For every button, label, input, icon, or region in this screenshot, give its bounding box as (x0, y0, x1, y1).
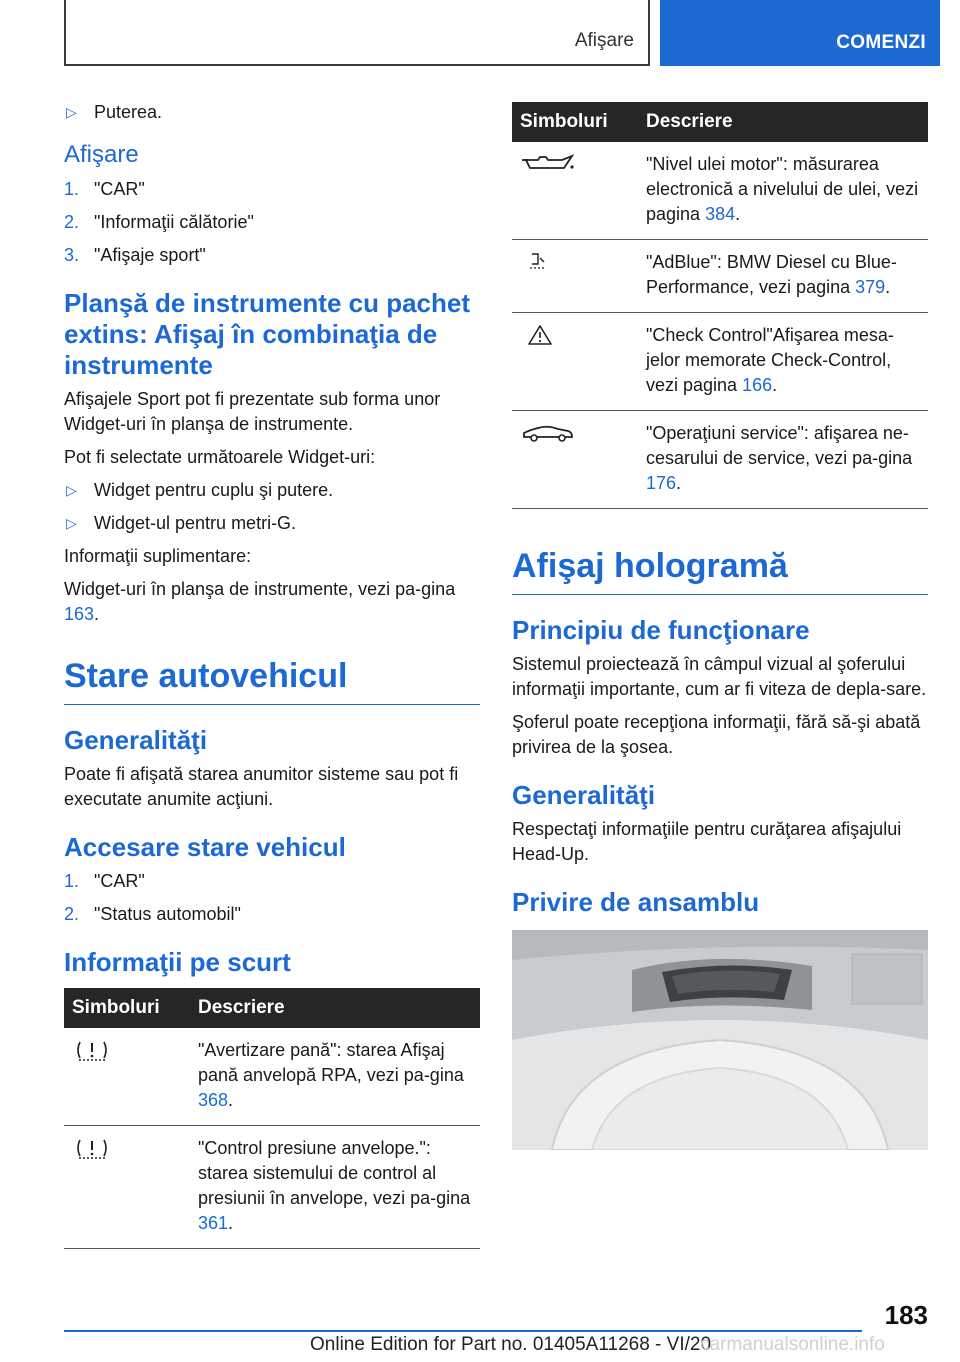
list-item: 1. "CAR" (64, 871, 145, 891)
list-item: 3. "Afişaje sport" (64, 245, 206, 265)
list-item: 2. "Informaţii călătorie" (64, 212, 254, 232)
header-section-box (64, 0, 650, 66)
heading-stare: Stare autovehicul (64, 657, 480, 705)
bullet-item: ▷ Widget pentru cuplu şi putere. (64, 478, 480, 503)
heading-holo: Afişaj hologramă (512, 547, 928, 595)
hud-photo (512, 930, 928, 1150)
page-link[interactable]: 163 (64, 604, 95, 624)
page-link[interactable]: 166 (742, 375, 773, 395)
oil-can-icon (520, 152, 576, 176)
paragraph: Widget-uri în planşa de instrumente, vezi pa-gina 163. (64, 579, 456, 624)
hud-illustration (512, 930, 928, 1150)
tire-pressure-icon (72, 1136, 112, 1160)
footer-edition: Online Edition for Part no. 01405A11268 - VI/20 (310, 1334, 712, 1355)
table-row: "Avertizare pană": starea Afişaj pană anvelopă RPA, vezi pa-gina 368. (64, 1028, 480, 1126)
heading-general: Generalităţi (512, 780, 656, 810)
right-column (512, 92, 928, 1150)
page-link[interactable]: 368 (198, 1090, 229, 1110)
table-row: "Control presiune anvelope.": starea sistemului de control al presiunii în anvelope, vezi pa-gina 361. (64, 1126, 480, 1249)
adblue-icon (520, 250, 560, 274)
table-header: Descriere (190, 988, 480, 1028)
table-row: "Nivel ulei motor": măsurarea electronică a nivelului de ulei, vezi pagina 384. (512, 142, 928, 240)
table-header: Descriere (638, 102, 928, 142)
paragraph: Poate fi afişată starea anumitor sisteme sau pot fi executate anumite acţiuni. (64, 764, 459, 809)
page-number: 183 (884, 1300, 928, 1330)
heading-privire: Privire de ansamblu (512, 887, 760, 917)
heading-general: Generalităţi (64, 725, 208, 755)
header-section-title: Afişare (574, 30, 634, 51)
table-row: "Check Control"Afişarea mesa-jelor memorate Check-Control, vezi pagina 166. (512, 313, 928, 411)
table-header: Simboluri (512, 102, 638, 142)
symbols-table-left (64, 988, 480, 1249)
table-row: "AdBlue": BMW Diesel cu Blue-Performance, vezi pagina 379. (512, 240, 928, 313)
bullet-item: ▷ Puterea. (64, 100, 480, 125)
table-row: "Operaţiuni service": afişarea ne-cesarului de service, vezi pa-gina 176. (512, 411, 928, 509)
header-tab[interactable] (660, 0, 940, 66)
symbols-table-right (512, 102, 928, 509)
page-link[interactable]: 176 (646, 473, 677, 493)
page-link[interactable]: 361 (198, 1213, 229, 1233)
paragraph: Sistemul proiectează în câmpul vizual al şoferului informaţii importante, cum ar fi viteza de depla-sare. (512, 654, 927, 699)
paragraph: Şoferul poate recepţiona informaţii, fără să-şi abată privirea de la şosea. (512, 712, 921, 757)
heading-principiu: Principiu de funcţionare (512, 615, 810, 645)
heading-afisare: Afişare (64, 141, 139, 168)
paragraph: Respectaţi informaţiile pentru curăţarea afişajului Head-Up. (512, 819, 902, 864)
footer-divider (64, 1330, 862, 1332)
warning-triangle-icon (520, 323, 560, 347)
triangle-bullet-icon: ▷ (66, 482, 77, 498)
heading-info: Informaţii pe scurt (64, 947, 291, 977)
car-service-icon (520, 421, 576, 445)
left-column (64, 100, 480, 1259)
triangle-bullet-icon: ▷ (66, 104, 77, 120)
paragraph: Pot fi selectate următoarele Widget-uri: (64, 447, 376, 467)
paragraph: Afişajele Sport pot fi prezentate sub forma unor Widget-uri în planşa de instrumente. (64, 389, 441, 434)
tire-warning-icon (72, 1038, 112, 1062)
footer-watermark: carmanualsonline.info (700, 1334, 885, 1355)
header-tab-label: COMENZI (836, 32, 926, 53)
list-item: 2. "Status automobil" (64, 904, 241, 924)
page-link[interactable]: 379 (855, 277, 886, 297)
heading-accesare: Accesare stare vehicul (64, 832, 346, 862)
paragraph: Informaţii suplimentare: (64, 546, 252, 566)
triangle-bullet-icon: ▷ (66, 515, 77, 531)
page-link[interactable]: 384 (705, 204, 736, 224)
heading-plansa: Planşă de instrumente cu pachet extins: Afişaj în combinaţia de instrumente (64, 288, 471, 380)
table-header: Simboluri (64, 988, 190, 1028)
list-item: 1. "CAR" (64, 179, 145, 199)
bullet-item: ▷ Widget-ul pentru metri-G. (64, 511, 480, 536)
